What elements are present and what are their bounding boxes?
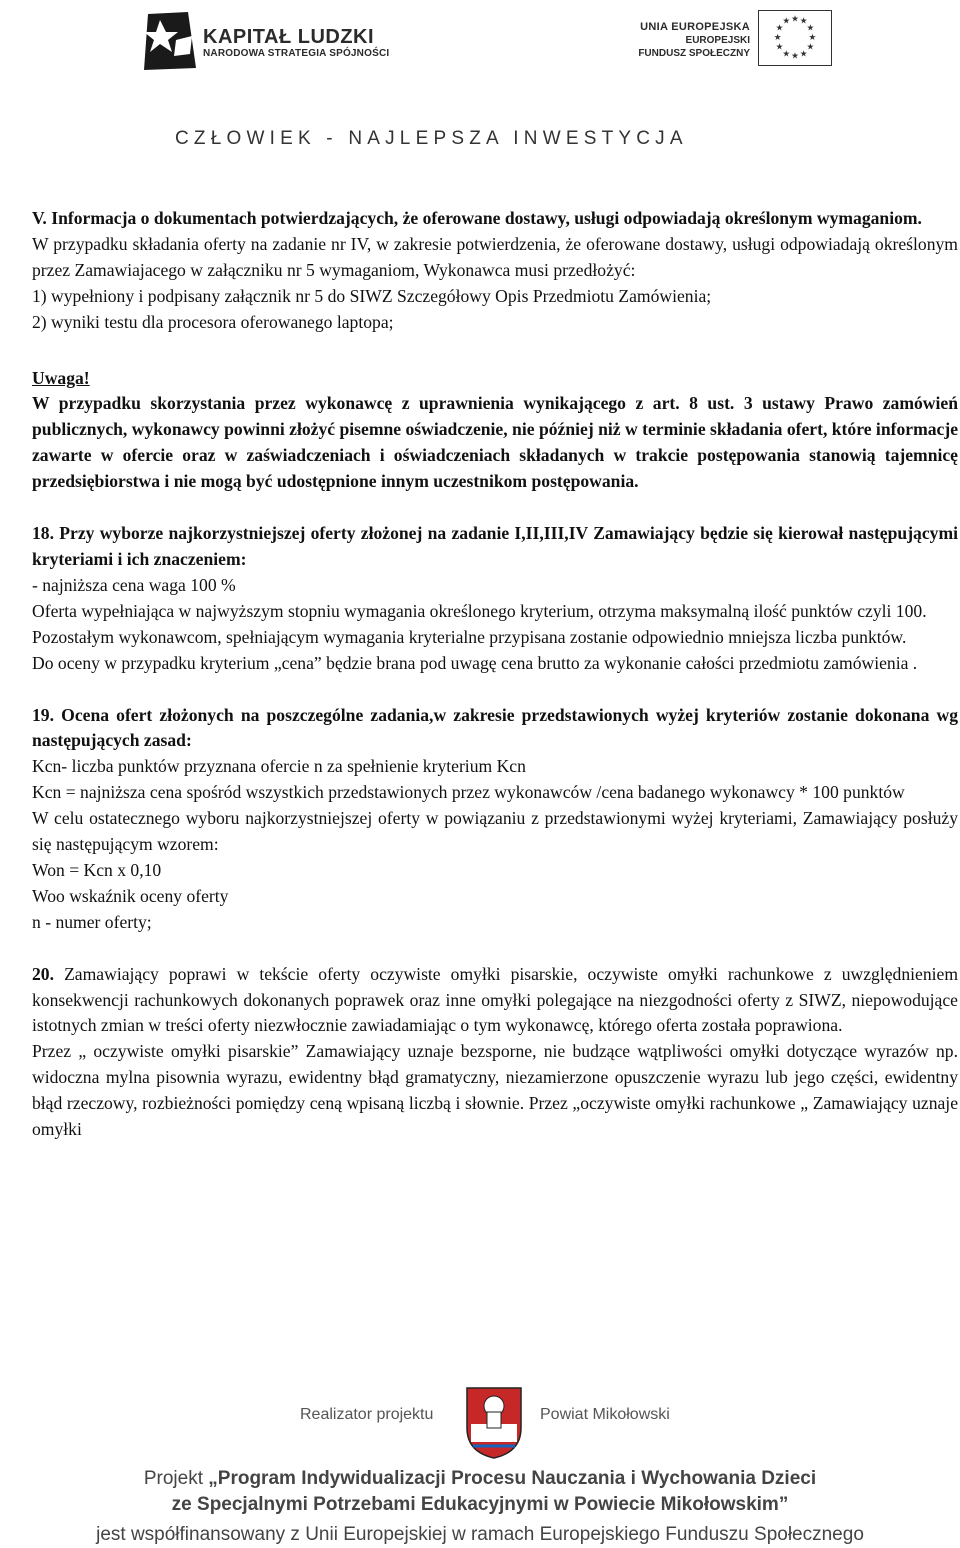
section19-l4: Won = Kcn x 0,10 bbox=[32, 859, 162, 880]
svg-text:★: ★ bbox=[775, 42, 784, 53]
page-header bbox=[0, 0, 960, 170]
section19-heading bbox=[32, 703, 958, 755]
svg-text:★: ★ bbox=[799, 16, 808, 27]
section18-p3: Do oceny w przypadku kryterium „cena” będzie brana pod uwagę cena brutto za wykonanie całości przedmiotu zamówienia . bbox=[32, 652, 918, 673]
section19-l6: n - numer oferty; bbox=[32, 911, 152, 932]
slogan: CZŁOWIEK - NAJLEPSZA INWESTYCJA bbox=[175, 128, 688, 149]
uwaga-text: W przypadku skorzystania przez wykonawcę z uprawnienia wynikającego z art. 8 ust. 3 ustawy Prawo zamówień publicznych, wykonawcy powinni złożyć pisemne oświadczenie, nie później niż w terminie składania ofert, które informacje zawarte w ofercie oraz w zaświadczeniach i oświadczeniach składanych w trakcie postępowania stanowią tajemnicę przedsiębiorstwa i nie mogą być udostępnione innym uczestnikom postępowania. bbox=[32, 393, 958, 492]
kapital-ludzki-title: KAPITAŁ LUDZKI bbox=[203, 26, 375, 48]
svg-text:★: ★ bbox=[782, 16, 791, 27]
kapital-ludzki-logo bbox=[140, 10, 200, 72]
section5-heading: V. Informacja o dokumentach potwierdzających, że oferowane dostawy, usługi odpowiadają określonym wymaganiom. bbox=[32, 208, 922, 228]
project-line1 bbox=[0, 1468, 960, 1490]
svg-text:★: ★ bbox=[799, 49, 808, 60]
section18-p2: Pozostałym wykonawcom, spełniającym wymagania kryterialne przypisana zostanie odpowiednio mniejsza liczba punktów. bbox=[32, 626, 907, 647]
svg-text:★: ★ bbox=[791, 51, 799, 62]
svg-text:★: ★ bbox=[773, 32, 782, 43]
svg-text:★: ★ bbox=[808, 32, 817, 43]
section20-p2: Przez „ oczywiste omyłki pisarskie” Zamawiający uznaje bezsporne, nie budzące wątpliwości omyłki dotyczące wyrazów np. widoczna mylna pisownia wyrazu, ewidentny błąd gramatyczny, niezamierzone opuszczenie wyrazu lub jego części, ewidentny błąd rzeczowy, rozbieżności pomiędzy ceną wpisaną liczbą i słownie. Przez „oczywiste omyłki rachunkowe „ Zamawiający uznaje omyłki bbox=[32, 1041, 958, 1140]
realizator-label: Realizator projektu bbox=[300, 1406, 434, 1423]
section19-heading-text: Ocena ofert złożonych na poszczególne zadania,w zakresie przedstawionych wyżej kryteriów zostanie dokonana wg następujących zasad: bbox=[32, 704, 958, 751]
svg-text:★: ★ bbox=[775, 23, 784, 34]
powiat-coat-of-arms-icon bbox=[463, 1384, 525, 1460]
svg-text:★: ★ bbox=[806, 42, 815, 53]
page-footer bbox=[0, 1382, 960, 1548]
eu-line3: FUNDUSZ SPOŁECZNY bbox=[638, 48, 750, 59]
section19-l1: Kcn- liczba punktów przyznana ofercie n za spełnienie kryterium Kcn bbox=[32, 756, 526, 777]
project-prefix: Projekt bbox=[143, 1468, 203, 1489]
project-line3: jest współfinansowany z Unii Europejskiej w ramach Europejskiego Funduszu Społecznego bbox=[96, 1524, 864, 1545]
uwaga-label: Uwaga! bbox=[32, 367, 90, 388]
section20-p1-text: Zamawiający poprawi w tekście oferty oczywiste omyłki pisarskie, oczywiste omyłki rachunkowe z uwzględnieniem konsekwencji rachunkowych dokonanych poprawek oraz inne omyłki polegające na niezgodności oferty z SIWZ, niepowodujące istotnych zmian w treści oferty niezwłocznie zawiadamiając o tym wykonawcę, którego oferta została poprawiona. bbox=[32, 963, 959, 1036]
eu-flag-icon bbox=[758, 10, 832, 66]
section18-number: 18. bbox=[32, 523, 54, 544]
svg-text:★: ★ bbox=[806, 23, 815, 34]
section18-criterion: - najniższa cena waga 100 % bbox=[32, 574, 236, 595]
project-title-line2: ze Specjalnymi Potrzebami Edukacyjnymi w Powiecie Mikołowskim” bbox=[171, 1494, 789, 1515]
section20-p1 bbox=[32, 962, 958, 1040]
section19-l2: Kcn = najniższa cena spośród wszystkich przedstawionych przez wykonawców /cena badanego wykonawcy * 100 punktów bbox=[32, 782, 905, 803]
section19-l5: Woo wskaźnik oceny oferty bbox=[32, 885, 229, 906]
document-body bbox=[32, 206, 958, 1143]
section20-number: 20. bbox=[32, 963, 54, 984]
section18-heading-text: Przy wyborze najkorzystniejszej oferty złożonej na zadanie I,II,III,IV Zamawiający będzie się kierował następującymi kryteriami i ich znaczeniem: bbox=[32, 523, 958, 569]
section5-item1: 1) wypełniony i podpisany załącznik nr 5 do SIWZ Szczegółowy Opis Przedmiotu Zamówienia; bbox=[32, 285, 712, 306]
eu-line2: EUROPEJSKI bbox=[685, 35, 750, 46]
kapital-ludzki-subtitle: NARODOWA STRATEGIA SPÓJNOŚCI bbox=[203, 48, 390, 59]
eu-line1: UNIA EUROPEJSKA bbox=[640, 21, 750, 33]
powiat-label: Powiat Mikołowski bbox=[540, 1406, 670, 1423]
project-title-line1: „Program Indywidualizacji Procesu Nauczania i Wychowania Dzieci bbox=[208, 1468, 817, 1489]
section5-intro: W przypadku składania oferty na zadanie nr IV, w zakresie potwierdzenia, że oferowane dostawy, usługi odpowiadają określonym przez Zamawiajacego w załączniku nr 5 wymaganiom, Wykonawca musi przedłożyć: bbox=[32, 233, 958, 280]
section18-heading bbox=[32, 521, 958, 573]
svg-text:★: ★ bbox=[791, 14, 799, 25]
section19-l3: W celu ostatecznego wyboru najkorzystniejszej oferty w powiązaniu z przedstawionymi wyżej kryteriami, Zamawiający posłuży się następującym wzorem: bbox=[32, 808, 958, 855]
section18-p1: Oferta wypełniająca w najwyższym stopniu wymagania określonego kryterium, otrzyma maksymalną ilość punktów czyli 100. bbox=[32, 600, 927, 621]
svg-text:★: ★ bbox=[782, 49, 791, 60]
project-line2 bbox=[0, 1494, 960, 1516]
section19-number: 19. bbox=[32, 704, 54, 725]
section5-item2: 2) wyniki testu dla procesora oferowanego laptopa; bbox=[32, 311, 394, 332]
